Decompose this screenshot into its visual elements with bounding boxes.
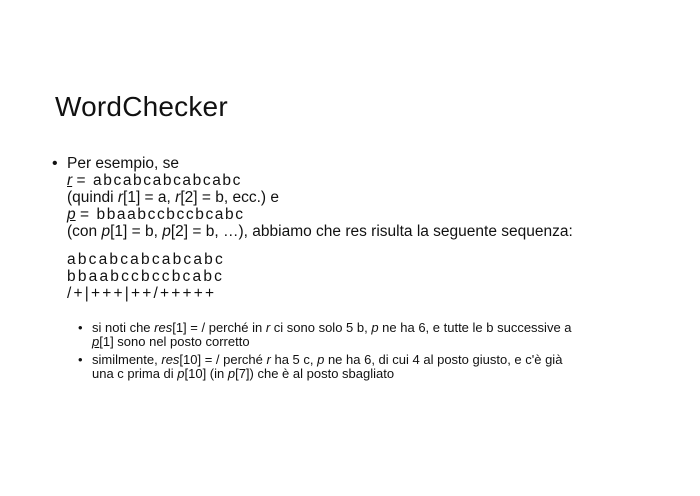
var-p: p [371,320,379,335]
var-p: p [227,366,236,381]
text-fragment: [10] = / perché [179,352,267,367]
var-p: p [177,366,185,381]
text-fragment: ne ha 6, e tutte le b successive a [378,320,572,335]
text-line [92,335,668,349]
text-fragment: [1] = b, [110,223,163,240]
sequence-block [67,251,672,302]
var-p: p [317,352,325,367]
text-fragment: [2] = b, ecc.) e [180,189,279,206]
var-p: p [92,334,100,349]
p-value: = bbaabccbccbcabc [79,206,245,223]
text-fragment: si noti che [92,320,155,335]
sub-bullet-text [92,353,668,381]
text-fragment: ha 5 c, [270,352,318,367]
p-definition [67,206,672,223]
text-fragment: ne ha 6, di cui 4 al posto giusto, e c'è già [324,352,563,367]
intro-line: Per esempio, se [67,155,179,172]
text-line [92,321,668,335]
r-value: = abcabcabcabcabc [76,172,242,189]
text-fragment: [1] sono nel posto corretto [99,334,250,349]
text-fragment: (con [67,223,102,240]
var-p: p [101,223,111,240]
sequence-r: abcabcabcabcabc [67,251,225,268]
text-line [92,353,668,367]
text-fragment: ci sono solo 5 b, [270,320,372,335]
text-fragment: [7]) che è al posto sbagliato [235,366,395,381]
text-fragment: [1] = / perché in [172,320,266,335]
sub-bullet-dot: • [78,320,83,335]
var-r: r [266,352,271,367]
r-label: r [67,172,73,189]
slide-title: WordChecker [55,91,228,122]
sequence-p: bbaabccbccbcabc [67,268,225,285]
p-label: p [67,206,76,223]
var-r: r [265,320,271,335]
text-fragment: [1] = a, [123,189,176,206]
text-fragment: (quindi [67,189,118,206]
sequence-res: /+|+++|++/+++++ [67,285,217,302]
main-bullet [52,155,672,302]
sub-bullet-2 [78,353,668,381]
var-r: r [117,189,124,206]
text-fragment: similmente, [92,352,162,367]
text-line [92,367,668,381]
main-bullet-body [67,155,672,302]
sub-bullet-1 [78,321,668,349]
bullet-dot: • [52,155,58,172]
con-line [67,223,672,240]
sub-bullet-dot: • [78,352,83,367]
text-fragment: [10] (in [184,366,228,381]
var-res: res [154,320,173,335]
quindi-line [67,189,672,206]
var-res: res [161,352,180,367]
var-r: r [175,189,181,206]
sub-bullet-text [92,321,668,349]
var-p: p [162,223,171,240]
r-definition [67,172,672,189]
text-fragment: [2] = b, …), abbiamo che res risulta la seguente sequenza: [170,223,573,240]
text-fragment: una c prima di [92,366,178,381]
